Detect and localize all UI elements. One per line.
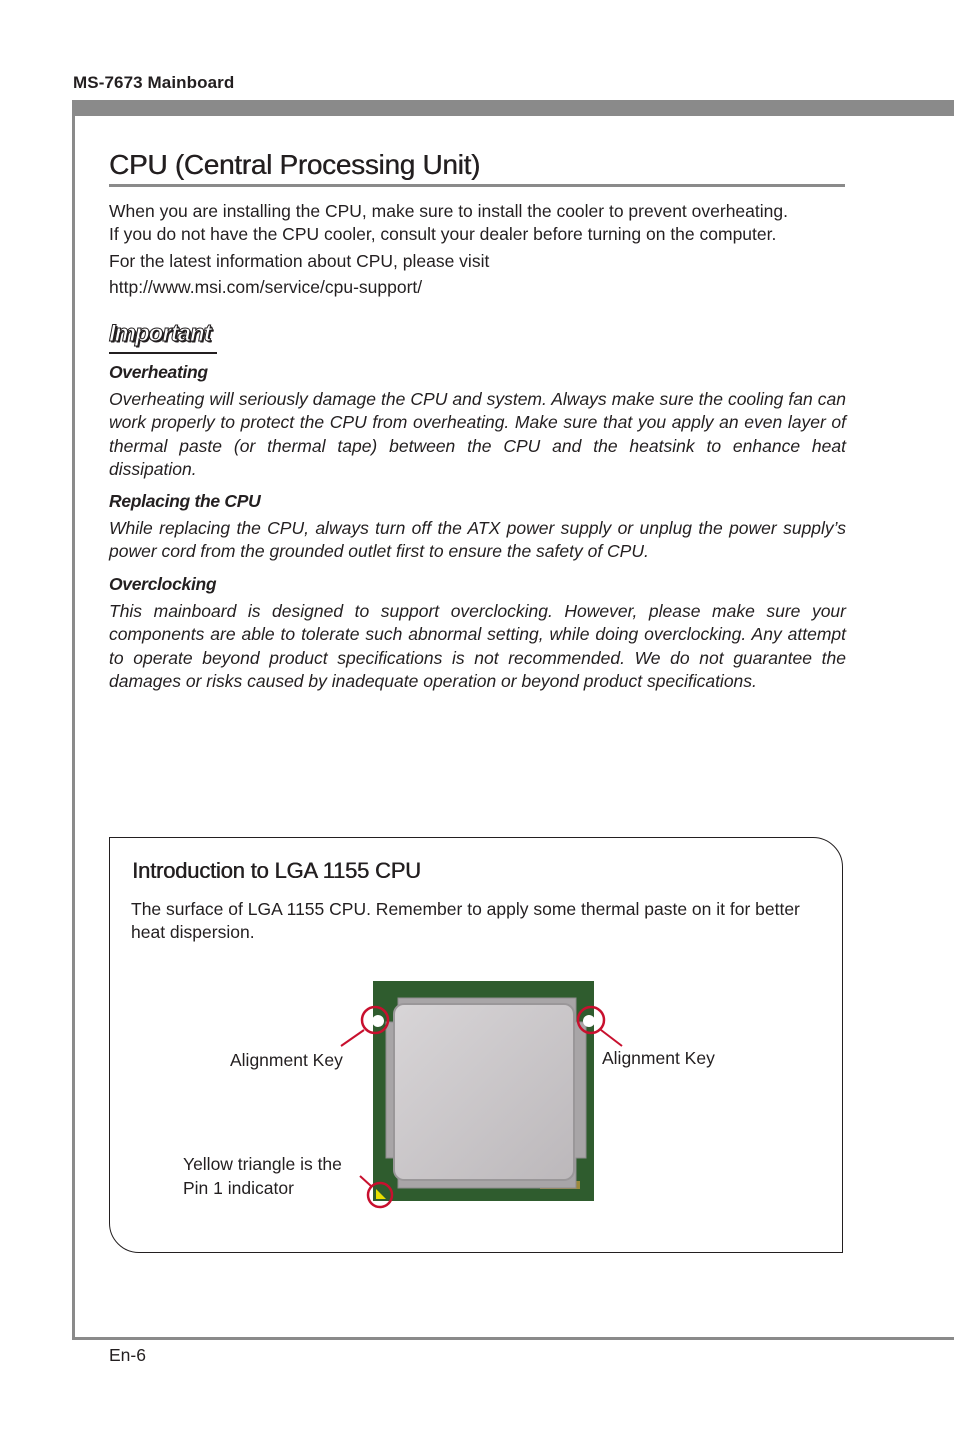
- note-body-overclocking: This mainboard is designed to support overclocking. However, please make sure your components are able to tolerate such abnormal setting, while doing overclocking. Any attempt to operate beyond product specifications is not recommended. We do not guarantee the damages or risks caused by inadequate operation or beyond product specifications.: [109, 601, 846, 691]
- pin1-leader: [360, 1176, 371, 1186]
- alignment-key-left-leader: [341, 1030, 364, 1046]
- cpu-support-url[interactable]: http://www.msi.com/service/cpu-support/: [109, 277, 423, 297]
- callout-pin1-line-1: Yellow triangle is the: [183, 1154, 342, 1174]
- callout-alignment-key-right: Alignment Key: [602, 1048, 715, 1068]
- page-number: En-6: [109, 1345, 146, 1365]
- manual-header-model: MS-7673 Mainboard: [73, 73, 235, 92]
- note-title-replacing-cpu: Replacing the CPU: [109, 491, 261, 511]
- note-title-overheating: Overheating: [109, 362, 208, 382]
- alignment-key-notch-right: [583, 1015, 595, 1027]
- important-heading: Important: [109, 320, 211, 347]
- note-body-overheating: Overheating will seriously damage the CPU and system. Always make sure the cooling fan can work properly to protect the CPU from overheating. Make sure that you apply an even layer of thermal paste (or thermal tape) between the CPU and the heatsink to enhance heat dissipation.: [109, 389, 846, 479]
- info-line: For the latest information about CPU, please visit: [109, 251, 490, 271]
- note-title-overclocking: Overclocking: [109, 574, 217, 594]
- callout-pin1-line-2: Pin 1 indicator: [183, 1178, 294, 1198]
- alignment-key-right-leader: [601, 1030, 622, 1046]
- cpu-heat-spreader: [394, 1004, 574, 1180]
- section-title: CPU (Central Processing Unit): [109, 149, 480, 180]
- intro-line-2: If you do not have the CPU cooler, consult your dealer before turning on the computer.: [109, 224, 777, 244]
- footer-rule: [72, 1337, 954, 1340]
- intro-line-1: When you are installing the CPU, make sure to install the cooler to prevent overheating.: [109, 201, 788, 221]
- note-body-replacing-cpu: While replacing the CPU, always turn off the ATX power supply or unplug the power supply’s power cord from the grounded outlet first to ensure the safety of CPU.: [109, 518, 846, 562]
- intro-box-title: Introduction to LGA 1155 CPU: [132, 858, 421, 883]
- callout-alignment-key-left: Alignment Key: [230, 1050, 343, 1070]
- alignment-key-notch-left: [372, 1015, 384, 1027]
- intro-box-body: The surface of LGA 1155 CPU. Remember to apply some thermal paste on it for better heat dispersion.: [131, 899, 800, 942]
